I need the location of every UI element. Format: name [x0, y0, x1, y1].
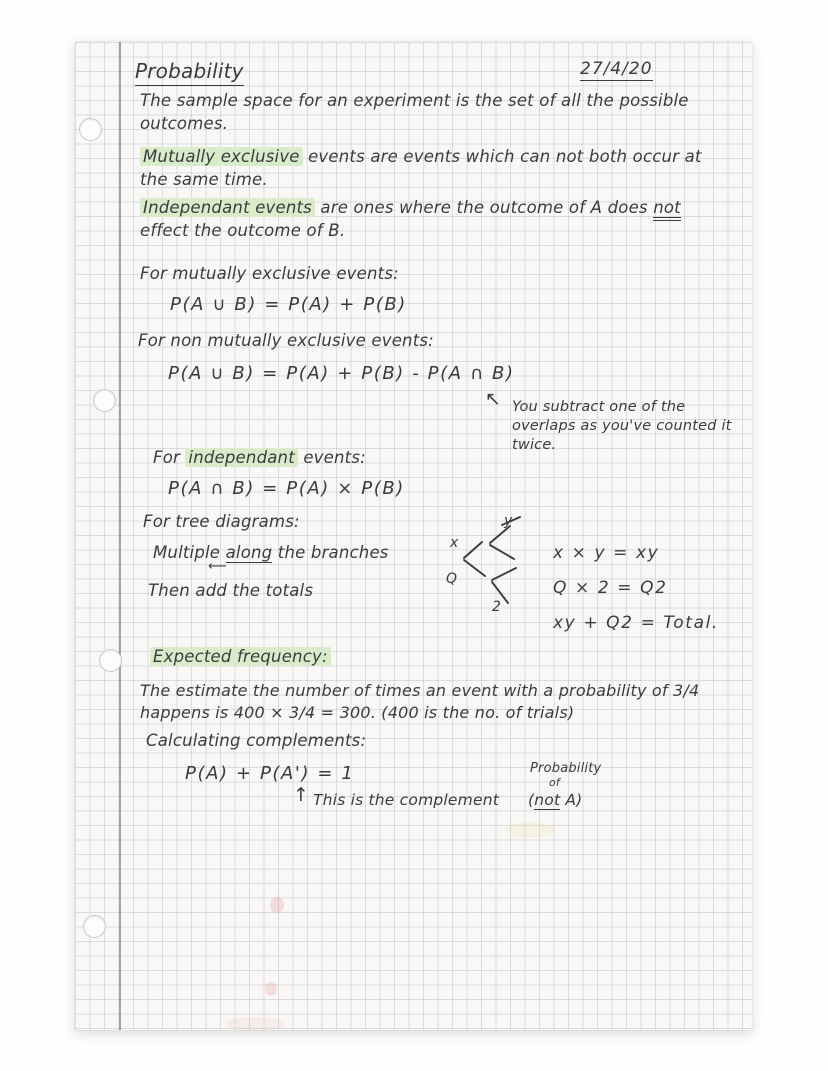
- note-text: A): [560, 791, 583, 809]
- underlined-word: along: [225, 543, 273, 562]
- tree-label-2: 2: [492, 599, 501, 615]
- tree-diagram-sketch: [442, 513, 562, 621]
- complement-not-a: [528, 790, 582, 810]
- ink-smudge: [505, 822, 555, 838]
- margin-line: [119, 42, 121, 1030]
- expected-frequency-body: The estimate the number of times an event with a probability of 3/4 happens is 400 × 3/4 = 300. (400 is the no. of trials): [140, 681, 700, 723]
- probability-label: Probability: [530, 761, 602, 776]
- formula-intersection-independent: P(A ∩ B) = P(A) × P(B): [168, 478, 405, 499]
- hole-punch: [99, 649, 122, 672]
- tree-label-x: x: [450, 535, 459, 551]
- definition-text: effect the outcome of B.: [140, 220, 346, 240]
- hole-punch: [93, 389, 116, 412]
- date: [580, 58, 653, 81]
- formula-union-general: P(A ∪ B) = P(A) + P(B) - P(A ∩ B): [168, 363, 515, 384]
- definition-mutually-exclusive: [140, 146, 718, 192]
- date-text: 27/4/20: [580, 59, 653, 79]
- ink-smudge: [270, 897, 284, 913]
- formula-union-mutually-exclusive: P(A ∪ B) = P(A) + P(B): [170, 294, 407, 315]
- highlighted-term: Expected frequency:: [150, 647, 331, 666]
- heading-independent-events: [153, 447, 366, 470]
- note-text: (: [528, 791, 535, 809]
- tree-branch: [464, 542, 482, 558]
- heading-calculating-complements: Calculating complements:: [146, 731, 367, 750]
- notebook-page: [75, 42, 752, 1030]
- arrow-up-left-icon: ↖: [485, 388, 502, 410]
- step-text: Multiple: [153, 543, 226, 562]
- of-label: of: [549, 776, 561, 789]
- emphasized-word: not: [653, 198, 681, 221]
- heading-text: For: [153, 448, 186, 467]
- definition-text: are ones where the outcome of A does: [314, 198, 654, 217]
- complement-note: This is the complement: [313, 791, 499, 809]
- tree-branch: [464, 560, 485, 576]
- hole-punch: [83, 915, 106, 938]
- hole-punch: [79, 118, 102, 141]
- tree-step-add: Then add the totals: [148, 581, 314, 600]
- tree-equation-3: xy + Q2 = Total.: [553, 613, 719, 633]
- heading-tree-diagrams: For tree diagrams:: [143, 512, 300, 531]
- ink-smudge: [225, 1017, 285, 1031]
- tree-branch: [490, 545, 514, 559]
- underlined-word: not: [534, 791, 561, 809]
- definition-text: events are events which can not both occur at the same time.: [140, 147, 702, 189]
- formula-complement: P(A) + P(A') = 1: [185, 763, 355, 784]
- heading-expected-frequency: [150, 646, 331, 669]
- step-text: the branches: [272, 543, 389, 562]
- arrow-up-icon: ↑: [293, 784, 310, 806]
- overlap-note: You subtract one of the overlaps as you've counted it twice.: [512, 399, 732, 454]
- highlighted-term: Independant events: [140, 198, 315, 217]
- arrow-left-icon: ⟵: [208, 559, 227, 574]
- tree-label-y: y: [504, 513, 513, 529]
- tree-branch: [492, 568, 516, 580]
- tree-equation-1: x × y = xy: [553, 543, 660, 563]
- definition-independent-events: [140, 197, 728, 243]
- ink-smudge: [265, 982, 277, 996]
- tree-step-multiply: [153, 542, 389, 565]
- heading-non-mutually-exclusive: For non mutually exclusive events:: [138, 331, 434, 350]
- page-title-text: Probability: [135, 59, 244, 86]
- definition-sample-space: The sample space for an experiment is the set of all the possible outcomes.: [140, 91, 689, 133]
- tree-equation-2: Q × 2 = Q2: [553, 578, 668, 598]
- highlighted-term: independant: [185, 448, 297, 467]
- highlighted-term: Mutually exclusive: [140, 147, 303, 166]
- heading-mutually-exclusive: For mutually exclusive events:: [140, 264, 399, 283]
- heading-text: events:: [297, 448, 366, 467]
- page-title: [135, 58, 244, 86]
- tree-label-q: Q: [446, 571, 458, 587]
